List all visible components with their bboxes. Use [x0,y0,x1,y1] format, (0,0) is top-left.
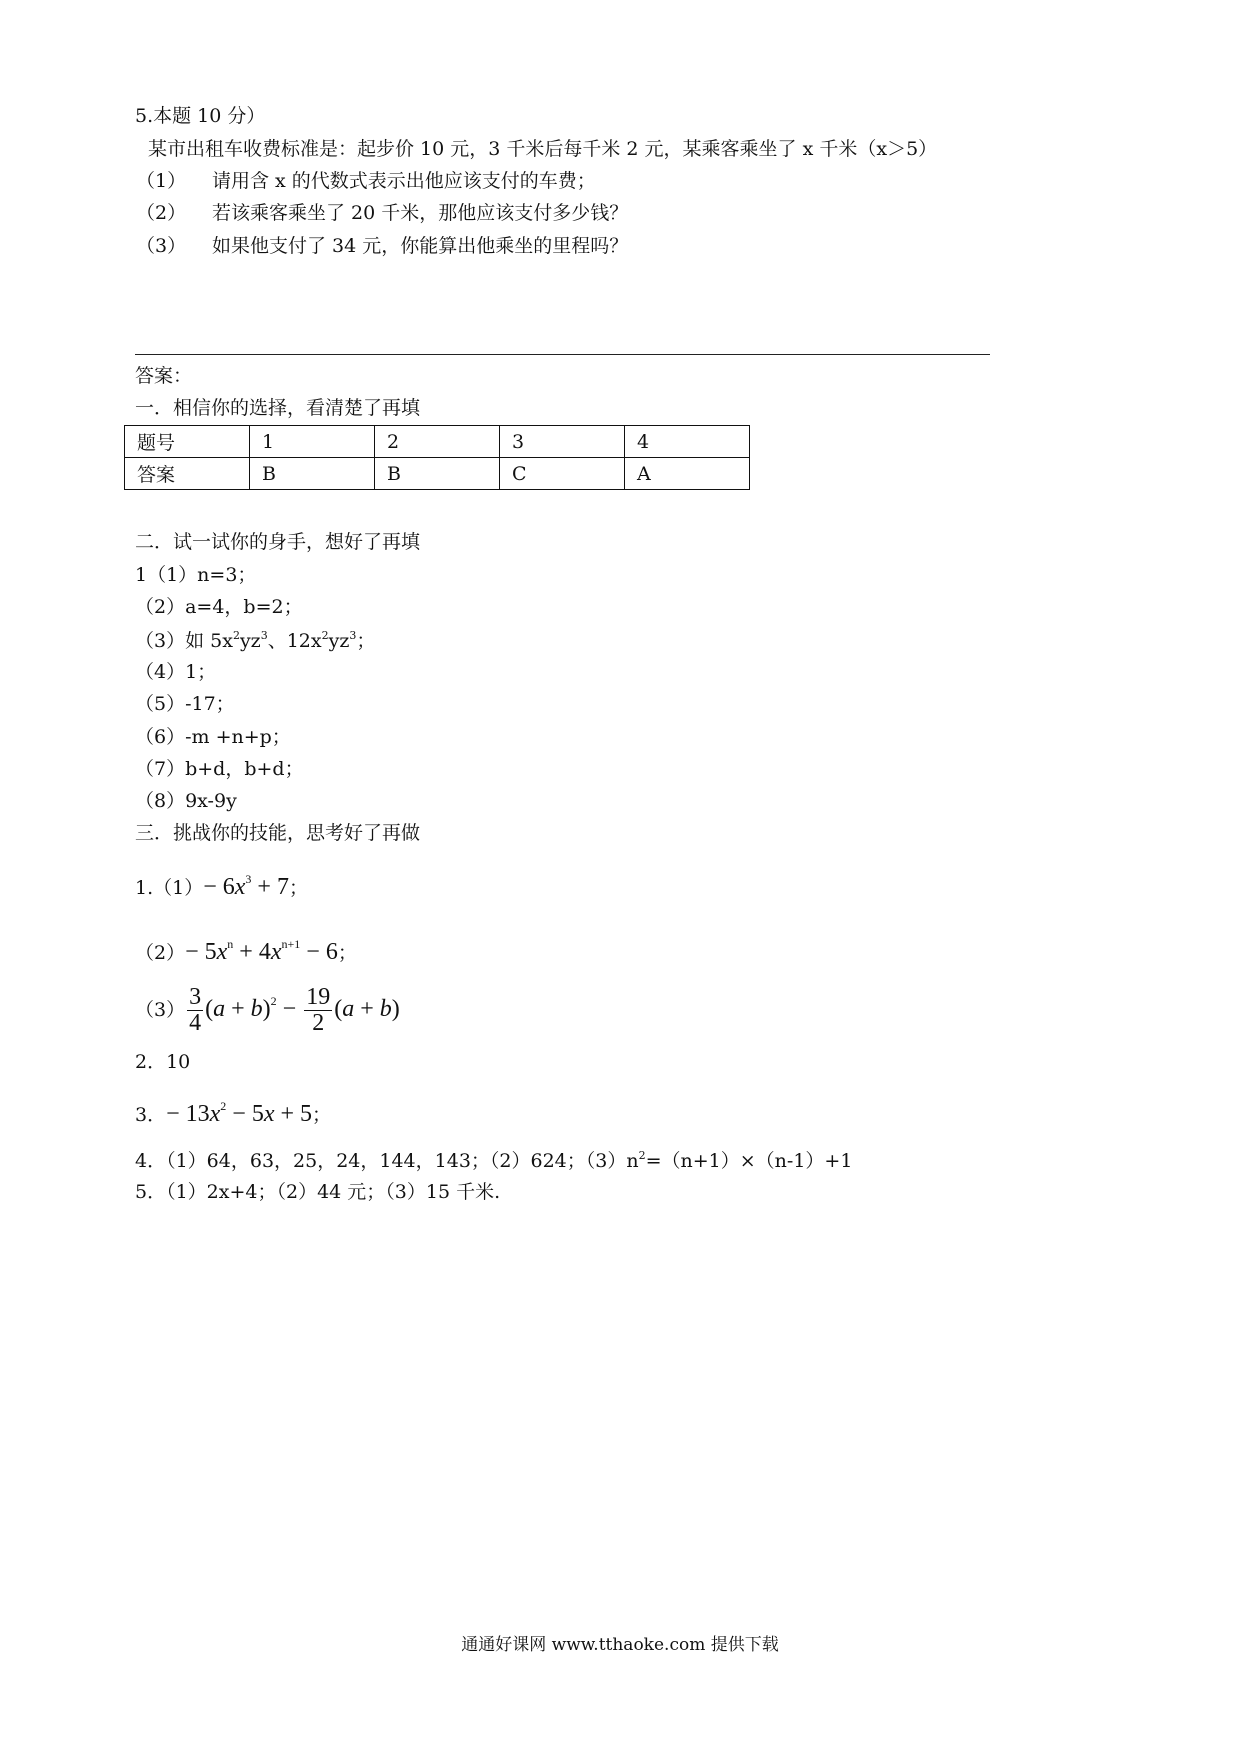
section2-item-7: （7）b+d，b+d； [135,758,304,780]
section2-item-4: （4）1； [135,661,217,683]
part-text: 请用含 x 的代数式表示出他应该支付的车费； [212,170,596,192]
math-expression [185,939,338,965]
exponent: 2 [220,1099,227,1113]
section1-heading: 一．相信你的选择，看清楚了再填 [135,397,421,419]
part-label: （2） [135,942,186,964]
exponent: 2 [232,629,240,642]
section3-q1-part2 [135,938,357,964]
part-label: 1.（1） [135,877,204,899]
fraction-numerator: 3 [189,984,202,1010]
table-cell: B [250,458,375,490]
math-term: − 5 [226,1101,264,1127]
answers-heading: 答案： [135,365,193,387]
math-variable: x [234,874,246,900]
exponent: 2 [321,629,329,642]
section2-item-1: 1（1）n=3； [135,564,257,586]
section3-q5: 5．（1）2x+4；（2）44 元；（3）15 千米. [135,1181,501,1203]
math-variable: b [379,996,392,1023]
fraction [304,985,332,1036]
exponent: 3 [245,872,252,886]
punctuation: ； [288,877,308,899]
math-operator: + [354,996,380,1023]
question5-stem: 某市出租车收费标准是：起步价 10 元，3 千米后每千米 2 元，某乘客乘坐了 x 千米（x＞5） [148,138,938,160]
section2-item-8: （8）9x-9y [135,790,237,812]
math-paren: ( [334,996,343,1023]
table-cell: 2 [375,426,500,458]
fraction-numerator: 19 [306,984,331,1010]
math-operator: − [276,996,303,1023]
math-expression [185,984,400,1037]
section3-q1-part1 [135,873,308,899]
math-term: + 4 [233,939,271,965]
math-expression [166,1101,312,1127]
math-variable: x [216,939,228,965]
math-term: + 7 [251,874,289,900]
part-text: 若该乘客乘坐了 20 千米，那他应该支付多少钱？ [212,202,629,224]
exponent: 2 [270,994,277,1009]
math-variable: a [213,996,226,1023]
section2-heading: 二．试一试你的身手，想好了再填 [135,531,421,553]
part-text: 如果他支付了 34 元，你能算出他乘坐的里程吗？ [212,235,629,257]
section2-item-5: （5）-17； [135,693,235,715]
section3-q1-part3 [135,985,400,1036]
question5-part-3 [136,237,628,256]
math-variable: x [263,1101,275,1127]
table-header-cell: 答案 [125,458,250,490]
math-paren: ( [205,996,214,1023]
divider-rule [135,354,990,355]
table-cell: 3 [500,426,625,458]
table-row [125,426,750,458]
table-cell: B [375,458,500,490]
exponent: 3 [349,629,357,642]
math-variable: b [250,996,263,1023]
fraction [187,985,203,1036]
section2-item-6: （6）-m +n+p； [135,726,291,748]
text-fragment: yz [328,630,350,652]
math-paren: ) [262,996,271,1023]
question5-title: 5.本题 10 分） [135,105,266,127]
math-variable: x [209,1101,221,1127]
section3-q4 [135,1150,852,1171]
table-cell: 4 [625,426,750,458]
part-label: （3） [135,999,186,1022]
part-label: （3） [136,235,187,257]
table-header-cell: 题号 [125,426,250,458]
text-fragment: （3）如 5x [135,630,233,652]
math-term: + 5 [274,1101,313,1127]
exponent: n+1 [281,937,301,951]
section3-q3 [135,1100,331,1126]
math-term: − 6 [300,939,338,965]
math-term: − 13 [166,1101,210,1127]
table-row [125,458,750,490]
part-label: （1） [136,170,187,192]
text-fragment: 、12x [267,630,322,652]
math-variable: a [342,996,355,1023]
question5-part-2 [136,204,628,223]
exponent: n [227,937,234,951]
fraction-denominator: 4 [189,1010,202,1037]
part-label: 3． [135,1104,167,1126]
footer-credit: 通通好课网 www.tthaoke.com 提供下载 [461,1635,779,1655]
answer-table [124,425,750,490]
text-fragment: 4．（1）64，63，25，24，144，143；（2）624；（3）n [135,1150,639,1172]
punctuation: ； [337,942,357,964]
text-fragment: =（n+1）×（n-1）+1 [645,1150,853,1172]
fraction-denominator: 2 [312,1010,325,1037]
section3-q2: 2．10 [135,1051,191,1073]
table-cell: A [625,458,750,490]
math-paren: ) [391,996,400,1023]
math-term: − 5 [185,939,217,965]
exponent: 2 [638,1149,646,1162]
text-fragment: ； [356,630,376,652]
math-expression [203,874,289,900]
section3-heading: 三．挑战你的技能，思考好了再做 [135,822,421,844]
table-cell: C [500,458,625,490]
section2-item-3 [135,630,375,651]
text-fragment: yz [239,630,261,652]
section2-item-2: （2）a=4，b=2； [135,596,303,618]
math-term: − 6 [203,874,235,900]
part-label: （2） [136,202,187,224]
math-operator: + [225,996,251,1023]
question5-part-1 [136,172,596,191]
math-variable: x [270,939,282,965]
exponent: 3 [260,629,268,642]
punctuation: ； [312,1104,332,1126]
table-cell: 1 [250,426,375,458]
